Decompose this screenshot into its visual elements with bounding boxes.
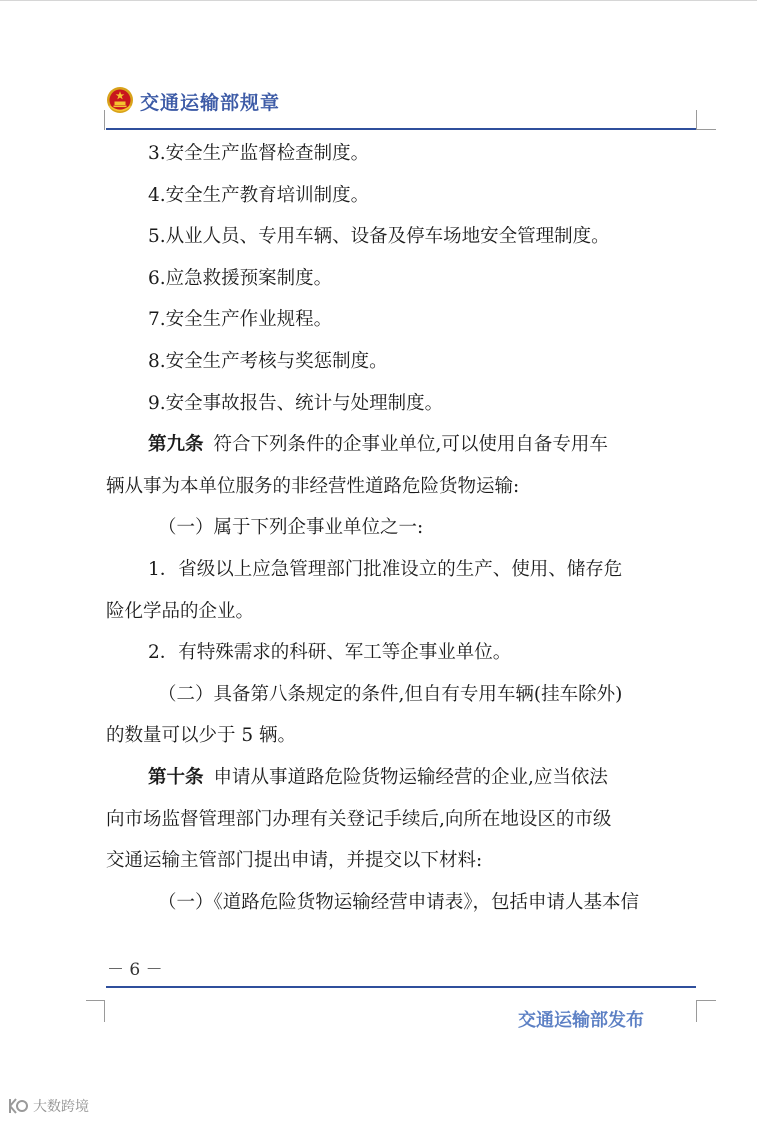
page-top-edge (0, 0, 757, 1)
article-9-item-2-line-1: （二）具备第八条规定的条件,但自有专用车辆(挂车除外) (158, 683, 623, 705)
header-divider (106, 128, 696, 130)
crop-mark-top-right-h (696, 129, 716, 130)
crop-mark-bottom-left-h (86, 1000, 105, 1001)
footer-divider (106, 986, 696, 988)
article-9-line-2: 辆从事为本单位服务的非经营性道路危险货物运输: (106, 475, 520, 497)
list-item: 8.安全生产考核与奖惩制度。 (148, 350, 388, 372)
national-emblem-icon (106, 86, 134, 114)
crop-mark-bottom-right-h (696, 1000, 716, 1001)
article-9-line-1 (106, 424, 696, 466)
page-number: － 6 － (107, 960, 163, 980)
article-9-item-1: （一）属于下列企事业单位之一: (158, 517, 424, 539)
article-9-sub-2: 2．有特殊需求的科研、军工等企事业单位。 (148, 642, 512, 664)
article-10-line-2: 向市场监督管理部门办理有关登记手续后,向所在地设区的市级 (106, 808, 612, 830)
article-10-line-3: 交通运输主管部门提出申请，并提交以下材料: (106, 850, 483, 872)
article-10-text: 申请从事道路危险货物运输经营的企业,应当依法 (213, 766, 608, 788)
footer-publisher: 交通运输部发布 (518, 1010, 644, 1031)
article-10-line-1 (106, 757, 696, 799)
article-9-item-2-line-2: 的数量可以少于 5 辆。 (106, 725, 297, 747)
list-item: 5.从业人员、专用车辆、设备及停车场地安全管理制度。 (148, 226, 610, 248)
watermark (6, 1094, 89, 1118)
document-body (106, 133, 696, 923)
watermark-text: 大数跨境 (33, 1099, 89, 1115)
crop-mark-top-left (104, 110, 105, 130)
watermark-logo-icon (6, 1096, 30, 1116)
article-10-label: 第十条 (148, 766, 204, 788)
article-9-text: 符合下列条件的企事业单位,可以使用自备专用车 (213, 434, 608, 456)
article-9-sub-1-line-2: 险化学品的企业。 (106, 600, 255, 622)
list-item: 9.安全事故报告、统计与处理制度。 (148, 392, 444, 414)
article-9-label: 第九条 (148, 434, 204, 456)
crop-mark-bottom-right (696, 1000, 697, 1022)
list-item: 3.安全生产监督检查制度。 (148, 143, 370, 164)
crop-mark-top-right (696, 110, 697, 130)
list-item: 4.安全生产教育培训制度。 (148, 184, 370, 206)
header-title: 交通运输部规章 (140, 92, 281, 114)
article-10-item-1-line-1: （一）《道路危险货物运输经营申请表》，包括申请人基本信 (158, 891, 640, 913)
crop-mark-bottom-left (104, 1000, 105, 1022)
article-9-sub-1-line-1: 1．省级以上应急管理部门批准设立的生产、使用、储存危 (148, 558, 623, 580)
list-item: 7.安全生产作业规程。 (148, 309, 333, 331)
list-item: 6.应急救援预案制度。 (148, 267, 333, 289)
page-header (106, 84, 696, 130)
